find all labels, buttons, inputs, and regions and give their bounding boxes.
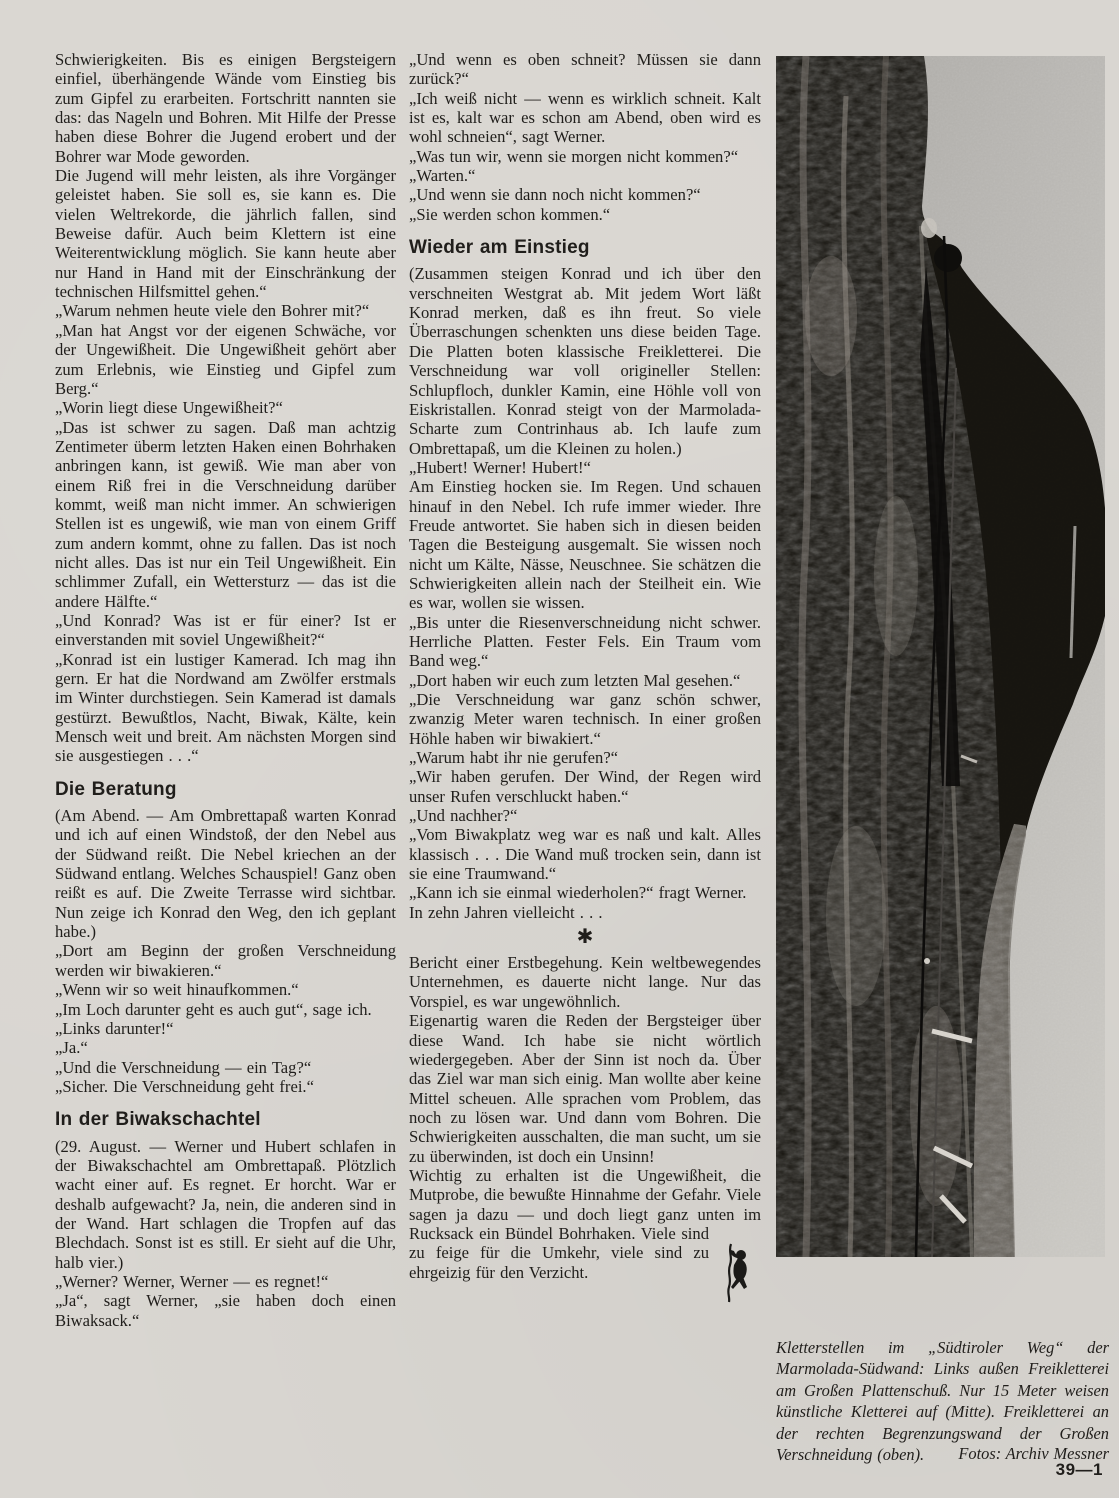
paragraph: In zehn Jahren vielleicht . . .	[409, 902, 603, 922]
paragraph: „Warten.“	[409, 166, 476, 186]
climbing-photo	[776, 56, 1105, 1257]
section-heading: Die Beratung	[55, 778, 177, 800]
paragraph: Am Einstieg hocken sie. Im Regen. Und schauen hinauf in den Nebel. Ich rufe immer wieder. Ihre Freude antwortet. Sie haben sich in diesen beiden Tagen die Besteigung ausgemalt. Sie wissen noch nicht um Kälte, Nässe, Neuschnee. Sie schätzen die Schwierigkeiten allein nach der Steilheit ein. Wie es war, wollen sie wissen.	[409, 477, 761, 613]
paragraph: „Das ist schwer zu sagen. Daß man achtzig Zentimeter überm letzten Haken einen Bohrhaken anbringen kann, ist gewiß. Wie man aber von einem Riß frei in die Verschneidung darüber kommt, weiß man nicht immer. An schwierigen Stellen ist es ungewiß, wie man von einem Griff zum andern kommt, ohne zu fallen. Das ist noch nicht alles. Das ist nur ein Teil Ungewißheit. Ein schlimmer Zufall, ein Wettersturz — das ist die andere Hälfte.“	[55, 417, 396, 611]
paragraph: „Und wenn es oben schneit? Müssen sie dann zurück?“	[409, 50, 761, 89]
paragraph: Schwierigkeiten. Bis es einigen Bergsteigern einfiel, überhängende Wände vom Einstieg bis zum Gipfel zu erarbeiten. Fortschritt nannten sie das: das Nageln und Bohren. Mit Hilfe der Presse haben diese Bohrer die Jugend erobert und der Bohrer war Mode geworden.	[55, 50, 396, 166]
paragraph: Die Jugend will mehr leisten, als ihre Vorgänger geleistet haben. Sie soll es, sie kann es. Die vielen Weltrekorde, die jährlich fallen, sind Beweise dafür. Auch beim Klettern ist eine Weiterentwicklung möglich. Sie kann heute aber nur Hand in Hand mit der Einschränkung der technischen Hilfsmittel gehen.“	[55, 166, 396, 302]
page-number: 39—1	[1055, 1460, 1103, 1479]
paragraph: „Warum habt ihr nie gerufen?“	[409, 748, 619, 768]
paragraph: „Warum nehmen heute viele den Bohrer mit?“	[55, 301, 370, 321]
paragraph: „Konrad ist ein lustiger Kamerad. Ich mag ihn gern. Er hat die Nordwand am Zwölfer erstmals im Winter durchstiegen. Sein Kamerad ist damals gestürzt. Bewußtlos, Nacht, Biwak, Kälte, kein Mensch weit und breit. Am nächsten Morgen sind sie ausgestiegen . . .“	[55, 649, 396, 766]
paragraph-with-climber-glyph	[409, 1166, 761, 1282]
paragraph: „Man hat Angst vor der eigenen Schwäche, vor der Ungewißheit. Die Ungewißheit gehört aber zum Erlebnis, wie Einstieg und Gipfel zum Berg.“	[55, 320, 396, 398]
paragraph: „Hubert! Werner! Hubert!“	[409, 457, 591, 477]
paragraph: „Links darunter!“	[55, 1018, 174, 1038]
photo-caption-text: Kletterstellen im „Südtiroler Weg“ der Marmolada-Südwand: Links außen Freikletterei am Großen Plattenschuß. Nur 15 Meter weisen künstliche Kletterei auf (Mitte). Freikletterei an der rechten Begrenzungswand der Großen Verschneidung (oben).	[776, 1338, 1109, 1465]
paragraph: „Dort haben wir euch zum letzten Mal gesehen.“	[409, 670, 741, 690]
section-heading: In der Biwakschachtel	[55, 1109, 261, 1131]
paragraph: „Werner? Werner, Werner — es regnet!“	[55, 1271, 329, 1291]
paragraph: „Wir haben gerufen. Der Wind, der Regen wird unser Rufen verschluckt haben.“	[409, 767, 761, 806]
paragraph: Bericht einer Erstbegehung. Kein weltbewegendes Unternehmen, es dauerte nicht lange. Nur das Vorspiel, es war ungewöhnlich.	[409, 953, 761, 1011]
paragraph: (Am Abend. — Am Ombrettapaß warten Konrad und ich auf einen Windstoß, der den Nebel aus der Südwand reißt. Die Nebel kriechen an der Südwand entlang. Welches Schauspiel! Ganz oben reißt es auf. Die Zweite Terrasse wird sichtbar. Nun zeige ich Konrad den Weg, den ich geplant habe.)	[55, 806, 396, 942]
paragraph: „Die Verschneidung war ganz schön schwer, zwanzig Meter waren technisch. In einer großen Höhle haben wir biwakiert.“	[409, 690, 761, 748]
paragraph: „Bis unter die Riesenverschneidung nicht schwer. Herrliche Platten. Fester Fels. Ein Traum vom Band weg.“	[409, 612, 761, 671]
paragraph: „Dort am Beginn der großen Verschneidung werden wir biwakieren.“	[55, 941, 396, 980]
paragraph: „Und wenn sie dann noch nicht kommen?“	[409, 185, 701, 205]
paragraph: „Im Loch darunter geht es auch gut“, sage ich.	[55, 999, 372, 1019]
paragraph: „Und die Verschneidung — ein Tag?“	[55, 1057, 312, 1077]
paragraph: „Was tun wir, wenn sie morgen nicht kommen?“	[409, 146, 739, 166]
text-column-left	[55, 50, 396, 1330]
paragraph: „Sie werden schon kommen.“	[409, 204, 611, 224]
paragraph: „Und Konrad? Was ist er für einer? Ist er einverstanden mit soviel Ungewißheit?“	[55, 610, 396, 650]
paragraph: „Sicher. Die Verschneidung geht frei.“	[55, 1076, 314, 1096]
paragraph: (29. August. — Werner und Hubert schlafen in der Biwakschachtel am Ombrettapaß. Plötzlich wacht einer auf. Es regnet. Er horcht. War er deshalb aufgewacht? Ja, nein, die anderen sind in der Wand. Hart schlagen die Tropfen auf das Blechdach. Sonst ist es still. Er sieht auf die Uhr, halb vier.)	[55, 1136, 396, 1272]
paragraph: „Wenn wir so weit hinaufkommen.“	[55, 980, 299, 1000]
paragraph: „Vom Biwakplatz weg war es naß und kalt. Alles klassisch . . . Die Wand muß trocken sein, dann ist sie eine Traumwand.“	[409, 825, 761, 884]
paragraph: „Ja.“	[55, 1038, 88, 1058]
paragraph: (Zusammen steigen Konrad und ich über den verschneiten Westgrat ab. Mit jedem Wort läßt Konrad merken, daß es ihn freut. So viele Überraschungen schenkten uns diese beiden Tage. Die Platten boten klassische Freikletterei. Die Verschneidung war voll origineller Stellen: Schlupfloch, dunkler Kamin, eine Höhle voll von Eiskristallen. Konrad steigt von der Marmolada-Scharte zum Contrinhaus ab. Ich laufe zum Ombrettapaß, um die Kleinen zu holen.)	[409, 264, 761, 458]
climber-on-rope-icon	[717, 1243, 761, 1303]
photo-grain	[776, 56, 1105, 1257]
paragraph: „Ja“, sagt Werner, „sie haben doch einen Biwaksack.“	[55, 1291, 396, 1330]
paragraph-text: Wichtig zu erhalten ist die Ungewißheit, die Mutprobe, die bewußte Hinnahme der Gefahr. Viele sagen ja dazu — und doch liegt ganz unten im Rucksack ein Bündel Bohrhaken. Viele sind zu feige für die Umkehr, viele sind zu ehrgeizig für den Verzicht.	[409, 1165, 761, 1282]
section-divider-star: ✱	[576, 926, 594, 949]
climbing-photo-illustration	[776, 56, 1105, 1257]
photo-caption	[776, 1337, 1109, 1465]
paragraph: „Ich weiß nicht — wenn es wirklich schneit. Kalt ist es, kalt war es schon am Abend, oben wird es wohl schneien“, sagt Werner.	[409, 88, 761, 147]
photo-credit: Fotos: Archiv Messner	[958, 1444, 1109, 1464]
paragraph: „Kann ich sie einmal wiederholen?“ fragt Werner.	[409, 883, 747, 903]
paragraph: „Und nachher?“	[409, 806, 518, 826]
section-heading: Wieder am Einstieg	[409, 237, 590, 259]
text-column-middle	[409, 50, 761, 1303]
paragraph: Eigenartig waren die Reden der Bergsteiger über diese Wand. Ich habe sie nicht wörtlich wiedergegeben. Aber der Sinn ist noch da. Über das Ziel war man sich einig. Man wollte aber keine Mittel scheuen. Alle sprachen vom Problem, das noch zu lösen war. Und dann vom Bohren. Die Schwierigkeiten ausschalten, die man sucht, um sie zu überwinden, ist doch ein Unsinn!	[409, 1011, 761, 1166]
paragraph: „Worin liegt diese Ungewißheit?“	[55, 398, 283, 418]
